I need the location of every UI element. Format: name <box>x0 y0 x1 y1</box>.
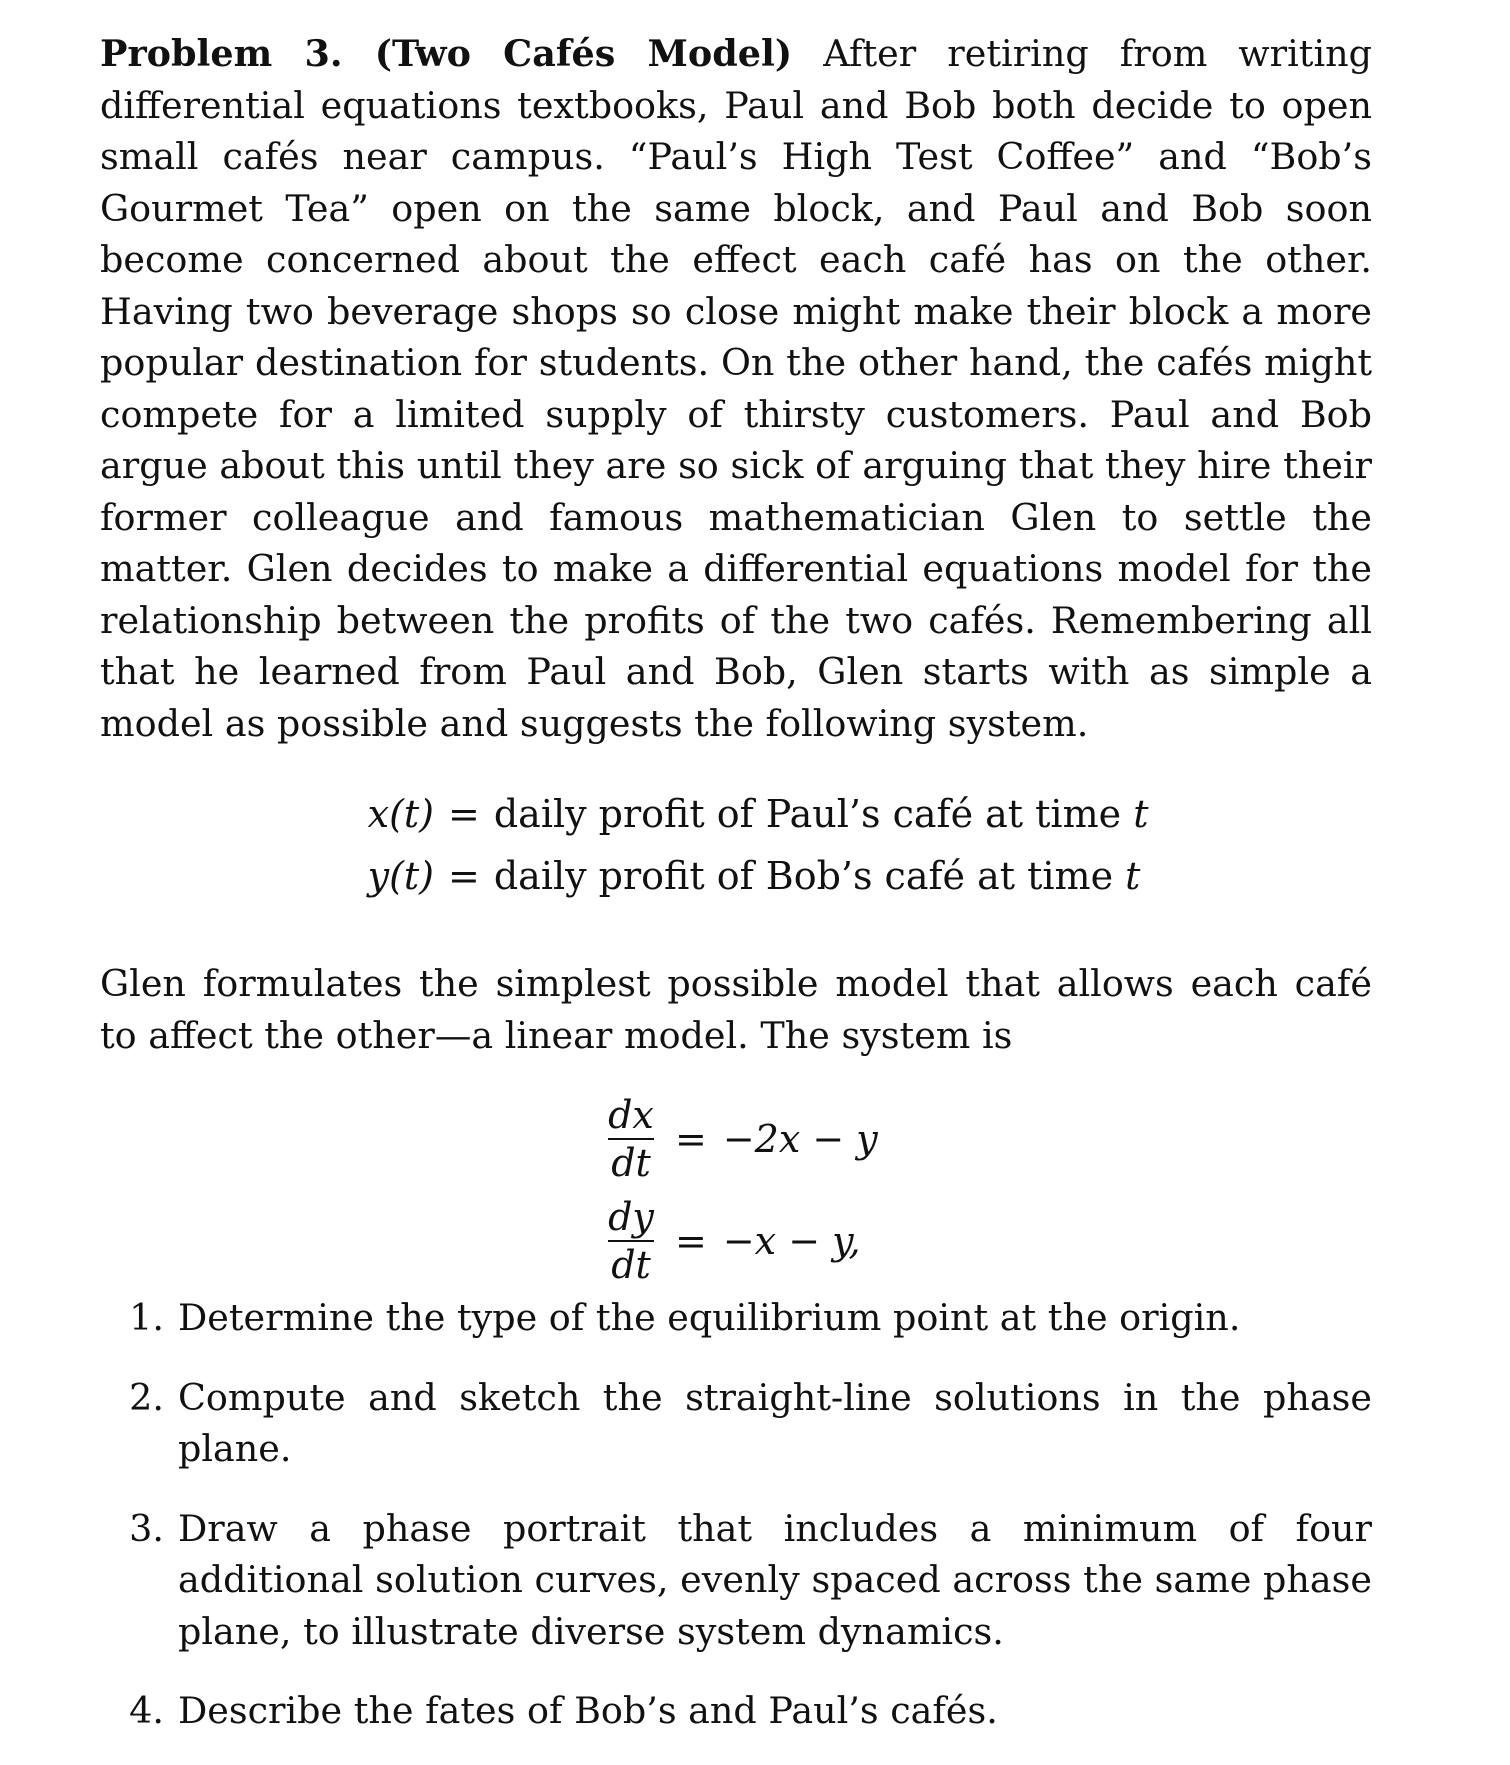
equation-rhs: −x − y, <box>722 1219 861 1263</box>
item-number: 2. <box>129 1375 164 1419</box>
derivative-fraction <box>605 1194 657 1288</box>
definition-text: daily profit of Bob’s café at time <box>493 854 1114 898</box>
definition-row <box>364 845 1148 907</box>
equation-rhs: −2x − y <box>722 1117 878 1161</box>
fraction-numerator: dx <box>608 1093 654 1137</box>
list-item <box>100 1503 1372 1658</box>
variable-definitions <box>364 783 1148 907</box>
item-text: Draw a phase portrait that includes a minimum of four additional solution curves, evenly spaced across the same phase plane, to illustrate diverse system dynamics. <box>178 1506 1372 1653</box>
question-list <box>100 1292 1372 1765</box>
fraction-denominator: dt <box>611 1141 651 1185</box>
problem-intro: After retiring from writing differential equations textbooks, Paul and Bob both decide to open small cafés near campus. “Paul’s High Test Coffee” and “Bob’s Gourmet Tea” open on the same block, and Paul and Bob soon become concerned about the effect each café has on the other. Having two beverage shops so close might make their block a more popular destination for students. On the other hand, the cafés might compete for a limited supply of thirsty customers. Paul and Bob argue about this until they are so sick of arguing that they hire their former colleague and famous mathematician Glen to settle the matter. Glen decides to make a differential equations model for the relationship between the profits of the two cafés. Remembering all that he learned from Paul and Bob, Glen starts with as simple a model as possible and suggests the following system. <box>100 32 1372 745</box>
fraction-numerator: dy <box>608 1195 654 1239</box>
time-variable: t <box>1125 854 1141 898</box>
definition-symbol: x(t) <box>367 792 434 836</box>
definition-row <box>364 783 1148 845</box>
problem-heading: Problem 3. (Two Cafés Model) <box>100 32 793 75</box>
definition-text: daily profit of Paul’s café at time <box>493 792 1122 836</box>
equals-sign: = <box>675 1117 707 1161</box>
time-variable: t <box>1133 792 1149 836</box>
model-paragraph: Glen formulates the simplest possible model that allows each café to affect the other—a linear model. The system is <box>100 962 1372 1057</box>
list-item <box>100 1292 1372 1344</box>
definition-symbol: y(t) <box>367 854 434 898</box>
equals-sign: = <box>448 792 480 836</box>
document-page <box>100 28 1372 1732</box>
item-text: Compute and sketch the straight-line solutions in the phase plane. <box>178 1375 1372 1470</box>
equation-row <box>605 1190 878 1292</box>
item-number: 4. <box>129 1689 164 1732</box>
item-number: 3. <box>129 1506 164 1550</box>
problem-paragraph <box>100 28 1372 749</box>
item-text: Describe the fates of Bob’s and Paul’s cafés. <box>178 1689 998 1732</box>
equals-sign: = <box>675 1219 707 1263</box>
equals-sign: = <box>448 854 480 898</box>
list-item <box>100 1685 1372 1737</box>
list-item <box>100 1372 1372 1475</box>
fraction-denominator: dt <box>611 1243 651 1287</box>
derivative-fraction <box>605 1092 657 1186</box>
item-number: 1. <box>129 1296 164 1339</box>
differential-equation-system <box>605 1088 878 1292</box>
item-text: Determine the type of the equilibrium point at the origin. <box>178 1296 1241 1339</box>
equation-row <box>605 1088 878 1190</box>
